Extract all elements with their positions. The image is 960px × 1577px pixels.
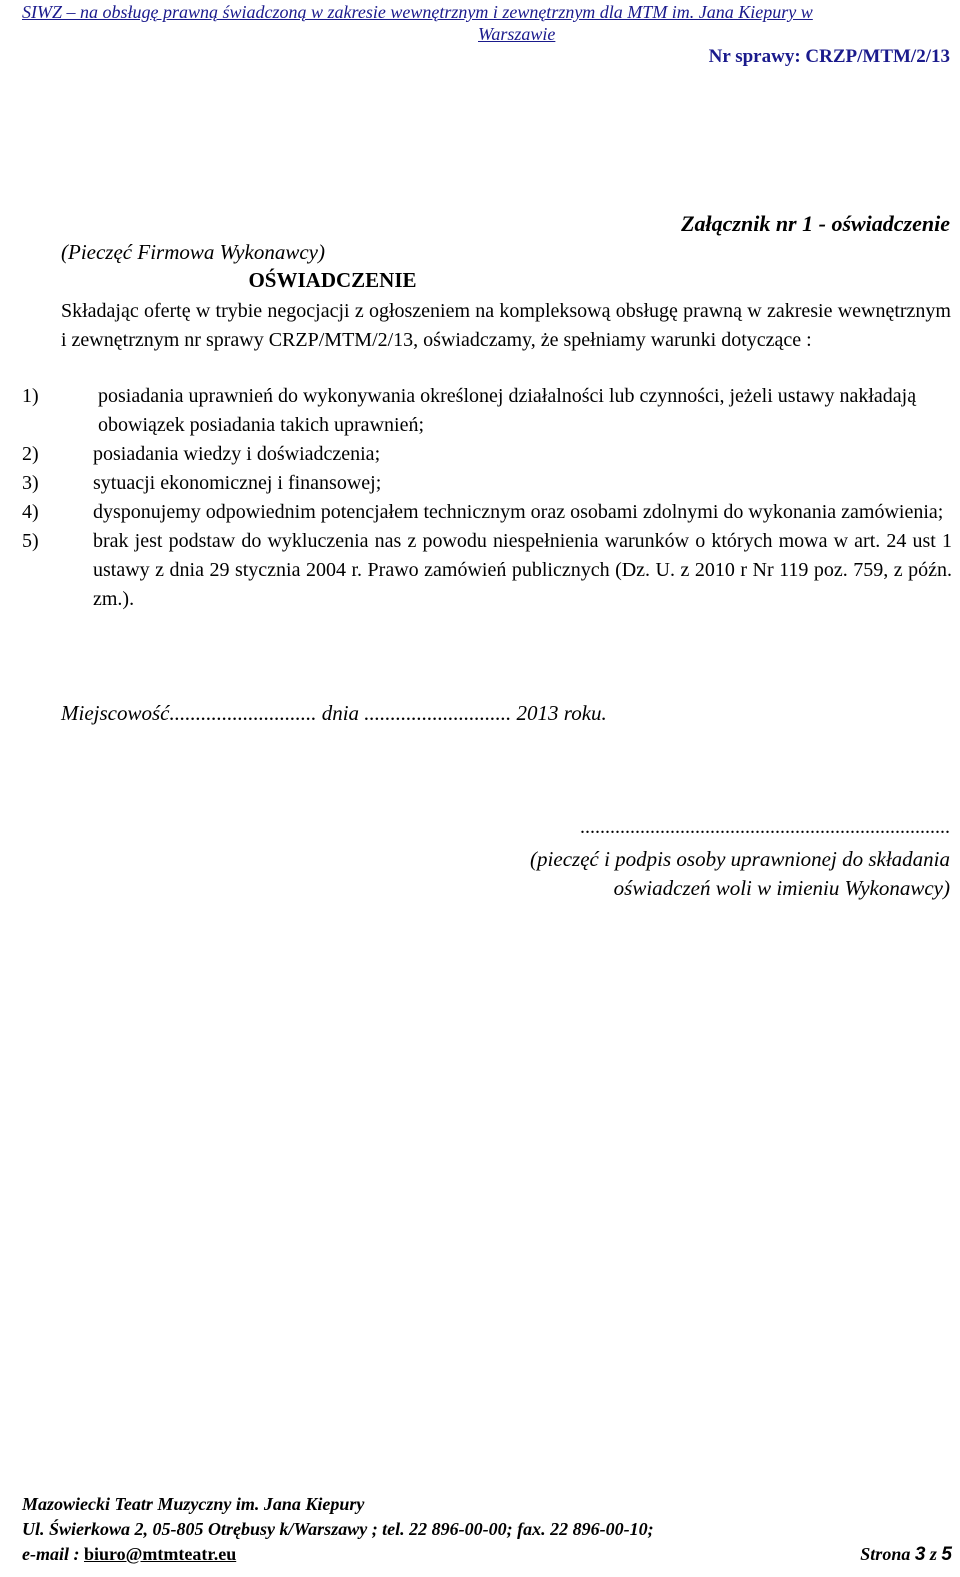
document-title: OŚWIADCZENIE <box>248 268 417 292</box>
signature-line: .......................................................................... <box>580 816 950 838</box>
page-separator: z <box>925 1544 942 1564</box>
list-item-text: dysponujemy odpowiednim potencjałem technicznym oraz osobami zdolnymi do wykonania zamówienia; <box>93 501 944 523</box>
footer-email-label: e-mail : <box>22 1544 84 1564</box>
footer-contact <box>22 1544 236 1565</box>
list-item <box>22 498 952 527</box>
list-item-text: posiadania uprawnień do wykonywania określonej działalności lub czynności, jeżeli ustawy nakładają obowiązek posiadania takich uprawnień; <box>98 385 917 436</box>
header-title-line-2: Warszawie <box>478 24 556 44</box>
list-item <box>22 382 952 440</box>
page-number <box>860 1544 952 1566</box>
intro-paragraph: Składając ofertę w trybie negocjacji z ogłoszeniem na kompleksową obsługę prawną w zakresie wewnętrznym i zewnętrznym nr sprawy CRZP/MTM/2/13, oświadczamy, że spełniamy warunki dotyczące : <box>61 300 951 351</box>
footer-email-link[interactable]: biuro@mtmteatr.eu <box>83 1544 237 1564</box>
list-item-number: 5) <box>22 530 39 552</box>
list-item-number: 2) <box>22 443 39 465</box>
list-item-number: 3) <box>22 472 39 494</box>
list-item <box>22 440 952 469</box>
company-stamp-label: (Pieczęć Firmowa Wykonawcy) <box>61 240 325 264</box>
list-item-text: sytuacji ekonomicznej i finansowej; <box>93 472 382 494</box>
list-item-number: 4) <box>22 501 39 523</box>
header-title-line: SIWZ – na obsługę prawną świadczoną w zakresie wewnętrznym i zewnętrznym dla MTM im. Jana Kiepury w <box>22 2 813 22</box>
page-current: 3 <box>914 1544 926 1565</box>
page-prefix: Strona <box>860 1544 915 1564</box>
conditions-list <box>22 382 952 614</box>
list-item-number: 1) <box>22 385 39 407</box>
place-date-line: Miejscowość............................ dnia ............................ 2013 roku. <box>61 701 607 725</box>
list-item-text: posiadania wiedzy i doświadczenia; <box>93 443 381 465</box>
attachment-title: Załącznik nr 1 - oświadczenie <box>681 211 950 236</box>
signature-caption: (pieczęć i podpis osoby uprawnionej do składania oświadczeń woli w imieniu Wykonawcy) <box>530 847 950 900</box>
list-item <box>22 469 952 498</box>
list-item <box>22 527 952 614</box>
list-item-text: brak jest podstaw do wykluczenia nas z powodu niespełnienia warunków o których mowa w art. 24 ust 1 ustawy z dnia 29 stycznia 2004 r. Prawo zamówień publicznych (Dz. U. z 2010 r Nr 119 poz. 759, z późn. zm.). <box>93 530 952 610</box>
page-total: 5 <box>941 1544 952 1565</box>
footer-organization: Mazowiecki Teatr Muzyczny im. Jana Kiepury <box>22 1494 365 1514</box>
footer-address: Ul. Świerkowa 2, 05-805 Otrębusy k/Warszawy ; tel. 22 896-00-00; fax. 22 896-00-10; <box>22 1519 654 1539</box>
case-number: Nr sprawy: CRZP/MTM/2/13 <box>708 46 950 67</box>
